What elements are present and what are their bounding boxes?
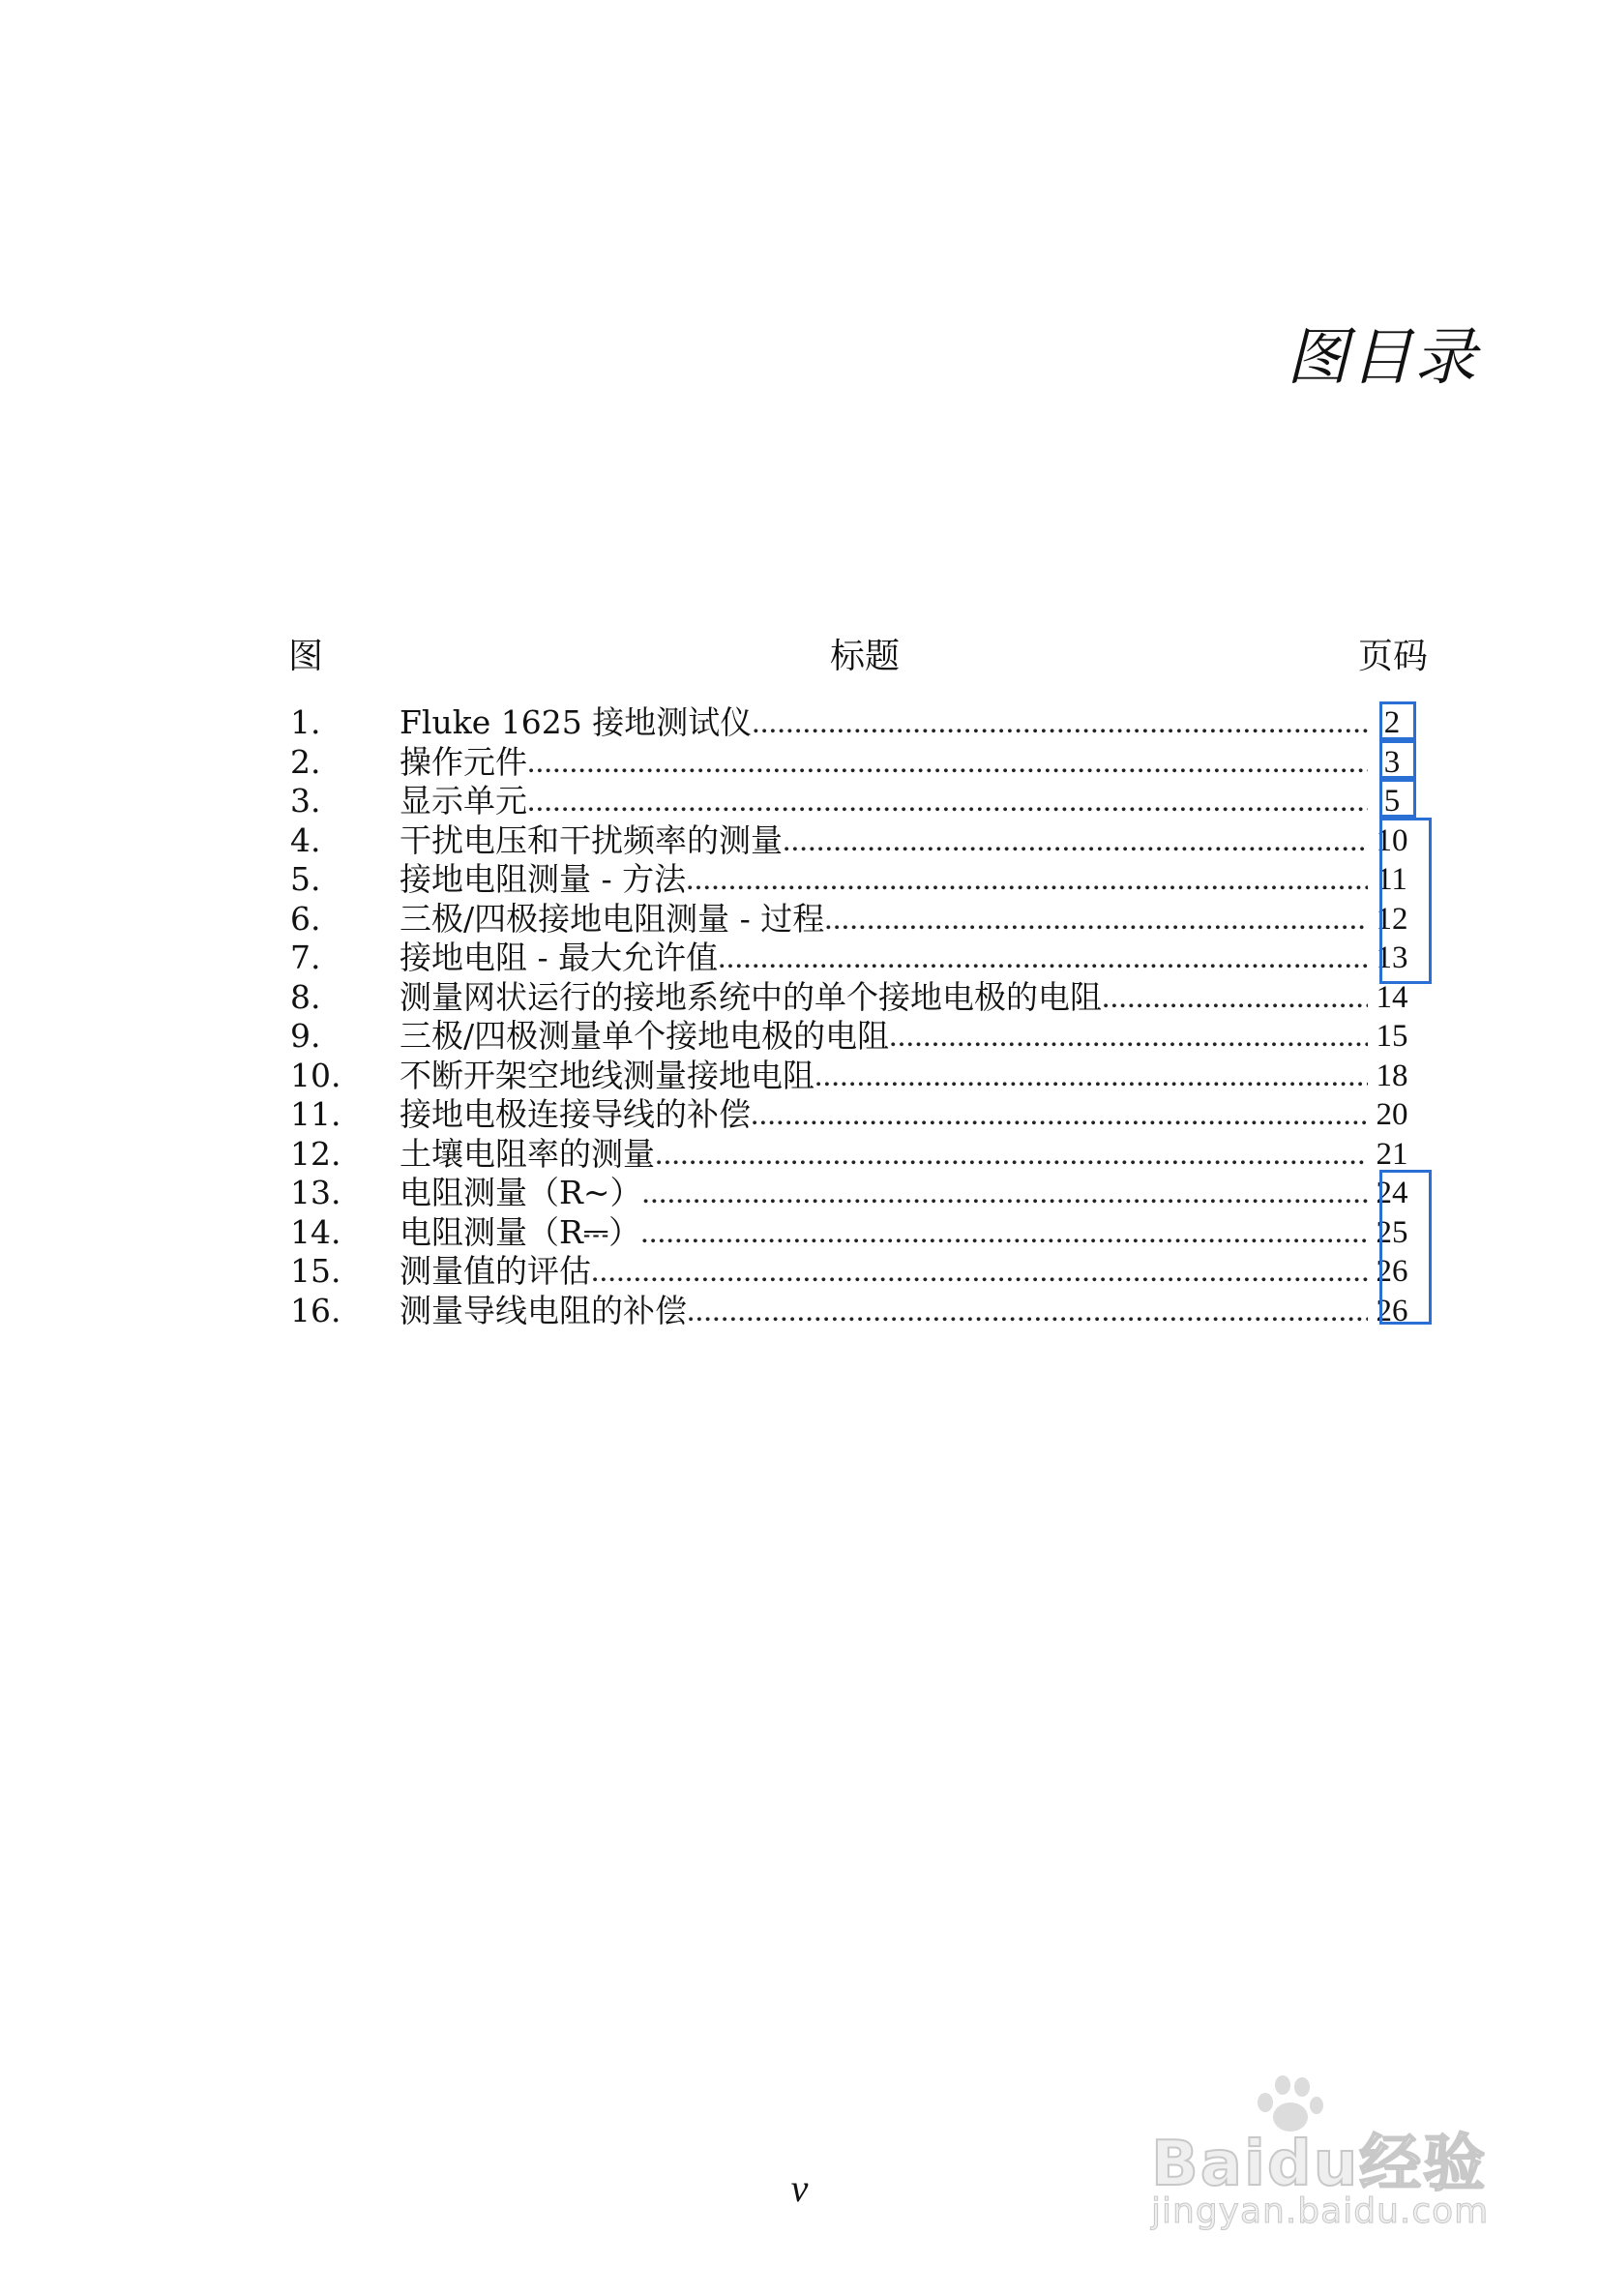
header-figure: 图 [288, 637, 324, 676]
figure-title: 土壤电阻率的测量 [400, 1134, 655, 1173]
toc-entry [400, 821, 1368, 861]
toc-entry [400, 1135, 1368, 1175]
figure-number: 16. [290, 1291, 341, 1329]
toc-row[interactable] [290, 1292, 1428, 1331]
link-box-1 [1379, 701, 1416, 740]
figure-number: 14. [290, 1212, 341, 1251]
toc-row[interactable] [290, 743, 1428, 783]
link-box-2 [1379, 740, 1416, 779]
dot-leader [527, 743, 1368, 783]
dot-leader [687, 1292, 1368, 1331]
column-headers [288, 629, 1428, 677]
dot-leader [686, 860, 1368, 900]
toc-entry [400, 978, 1368, 1018]
page-link[interactable]: 24 [1376, 1176, 1408, 1210]
toc-row[interactable] [290, 939, 1428, 978]
toc-row[interactable] [290, 1174, 1428, 1213]
dot-leader [814, 1057, 1368, 1096]
figure-title: 三极/四极测量单个接地电极的电阻 [400, 1017, 890, 1055]
toc-row[interactable] [290, 703, 1428, 743]
page-link[interactable]: 10 [1376, 822, 1408, 858]
toc-entry [400, 1213, 1368, 1253]
watermark-logo: Baidu经验 [1151, 2129, 1488, 2200]
figure-title: 接地电极连接导线的补偿 [400, 1095, 751, 1133]
figure-list [290, 703, 1428, 1330]
figure-number: 13. [290, 1174, 341, 1211]
toc-row[interactable] [290, 1017, 1428, 1057]
dot-leader [1102, 978, 1368, 1018]
toc-row[interactable] [290, 782, 1428, 821]
toc-entry [400, 1095, 1368, 1135]
figure-number: 5. [290, 860, 321, 898]
page-link[interactable]: 12 [1376, 901, 1408, 937]
figure-title: 测量值的评估 [400, 1252, 591, 1290]
link-box-5 [1379, 1170, 1432, 1325]
figure-number: 4. [290, 820, 321, 859]
dot-leader [889, 1017, 1368, 1057]
toc-entry [400, 860, 1368, 900]
dot-leader [824, 900, 1368, 939]
toc-entry [400, 743, 1368, 783]
page-link[interactable]: 26 [1376, 1293, 1408, 1328]
toc-entry [400, 1017, 1368, 1057]
figure-number: 9. [290, 1017, 321, 1055]
toc-entry [400, 1252, 1368, 1292]
figure-title: Fluke 1625 接地测试仪 [400, 703, 753, 741]
figure-title: 接地电阻 - 最大允许值 [400, 939, 719, 976]
toc-entry [400, 900, 1368, 939]
figure-title: 接地电阻测量 - 方法 [400, 860, 687, 898]
page-link[interactable]: 18 [1376, 1058, 1408, 1093]
figure-title: 测量网状运行的接地系统中的单个接地电极的电阻 [400, 977, 1102, 1016]
figure-number: 6. [290, 899, 321, 938]
toc-row[interactable] [290, 860, 1428, 900]
page-link[interactable]: 20 [1376, 1097, 1408, 1132]
toc-entry [400, 703, 1368, 743]
figure-title: 三极/四极接地电阻测量 - 过程 [400, 899, 825, 938]
toc-entry [400, 782, 1368, 821]
toc-row[interactable] [290, 1213, 1428, 1253]
baidu-watermark [1151, 2075, 1538, 2240]
page-link[interactable]: 26 [1376, 1254, 1408, 1289]
toc-row[interactable] [290, 1057, 1428, 1096]
watermark-url: jingyan.baidu.com [1151, 2192, 1490, 2231]
toc-entry [400, 1057, 1368, 1096]
figure-title: 电阻测量（R⎓） [400, 1212, 641, 1251]
figure-title: 显示单元 [400, 782, 527, 820]
page-link[interactable]: 14 [1376, 979, 1408, 1015]
link-box-3 [1379, 779, 1416, 818]
figure-number: 10. [290, 1056, 341, 1094]
toc-row[interactable] [290, 821, 1428, 861]
page-number: v [790, 2166, 809, 2210]
page-link[interactable]: 13 [1376, 940, 1408, 975]
toc-row[interactable] [290, 900, 1428, 939]
dot-leader [751, 1095, 1368, 1135]
toc-row[interactable] [290, 978, 1428, 1018]
figure-number: 7. [290, 939, 321, 976]
figure-title: 操作元件 [400, 742, 527, 781]
figure-number: 2. [290, 742, 321, 781]
dot-leader [640, 1213, 1368, 1253]
figure-title: 干扰电压和干扰频率的测量 [400, 820, 783, 859]
toc-entry [400, 1174, 1368, 1213]
dot-leader [718, 939, 1368, 978]
dot-leader [527, 782, 1368, 821]
link-box-4 [1379, 818, 1432, 984]
dot-leader [655, 1135, 1368, 1175]
figure-number: 1. [290, 703, 321, 741]
dot-leader [591, 1252, 1368, 1292]
figure-number: 8. [290, 977, 321, 1016]
page-link[interactable]: 3 [1383, 744, 1401, 780]
toc-entry [400, 939, 1368, 978]
figure-number: 12. [290, 1134, 341, 1173]
figure-title: 不断开架空地线测量接地电阻 [400, 1056, 814, 1094]
page-link[interactable]: 25 [1376, 1214, 1408, 1250]
toc-row[interactable] [290, 1252, 1428, 1292]
page-title: 图目录 [1287, 322, 1478, 394]
figure-title: 电阻测量（R~） [400, 1174, 642, 1211]
header-page: 页码 [1357, 637, 1428, 676]
figure-number: 3. [290, 782, 321, 820]
figure-number: 11. [290, 1095, 341, 1133]
toc-entry [400, 1292, 1368, 1331]
toc-row[interactable] [290, 1135, 1428, 1175]
figure-title: 测量导线电阻的补偿 [400, 1291, 687, 1329]
dot-leader [783, 821, 1368, 861]
header-title: 标题 [830, 637, 901, 676]
page-link[interactable]: 21 [1376, 1136, 1408, 1172]
page-link[interactable]: 15 [1376, 1019, 1408, 1054]
figure-number: 15. [290, 1252, 341, 1290]
page-link[interactable]: 11 [1377, 862, 1407, 897]
dot-leader [752, 703, 1368, 743]
page-link[interactable]: 2 [1383, 705, 1401, 740]
toc-row[interactable] [290, 1095, 1428, 1135]
page-link[interactable]: 5 [1383, 784, 1401, 819]
dot-leader [642, 1174, 1369, 1213]
